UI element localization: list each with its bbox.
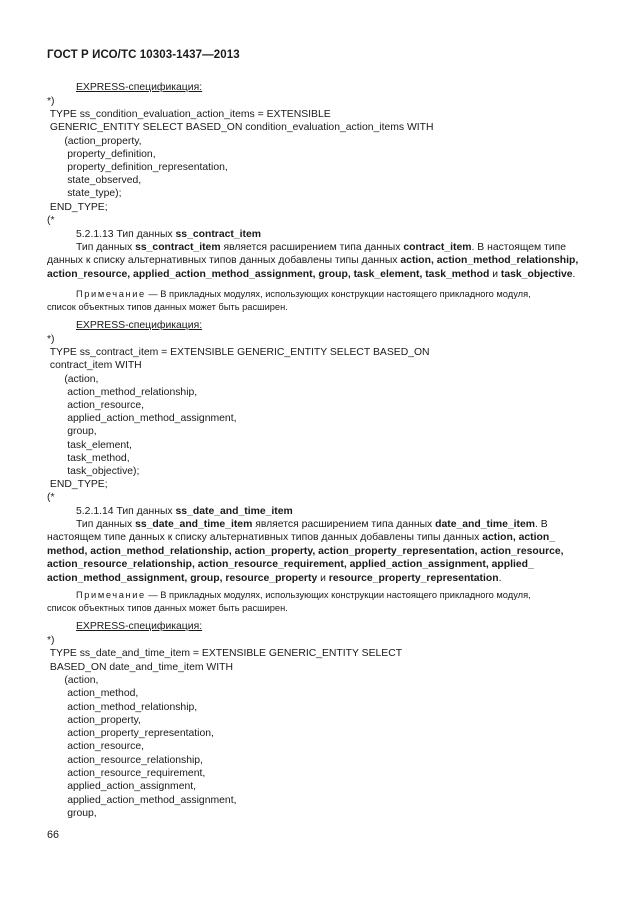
section-13-note-cont: список объектных типов данных может быть расширен. [47, 302, 288, 312]
code-line: BASED_ON date_and_time_item WITH [47, 661, 233, 673]
code-line: (action, [47, 674, 99, 686]
code-line: action_resource_requirement, [47, 768, 206, 779]
code-line: END_TYPE; [47, 479, 108, 491]
code-line: group, [47, 426, 97, 438]
code-line: action_property_representation, [47, 728, 214, 740]
code-line: action_method_relationship, [47, 386, 198, 398]
code-line: applied_action_method_assignment, [47, 794, 237, 806]
code-line: property_definition, [47, 148, 156, 160]
code-line: TYPE ss_date_and_time_item = EXTENSIBLE GENERIC_ENTITY SELECT [47, 648, 403, 660]
code-line: TYPE ss_contract_item = EXTENSIBLE GENERIC_ENTITY SELECT BASED_ON [47, 347, 430, 359]
section-13-note: Примечание — В прикладных модулях, использующих конструкции настоящего прикладного модуля, [76, 289, 531, 299]
code-line: action_resource, [47, 400, 145, 411]
code-line: action_property, [47, 714, 141, 726]
page-number: 66 [47, 829, 60, 841]
section-14-body: Тип данных ss_date_and_time_item является расширением типа данных date_and_time_item. В настоящем типе данных к списку альтернативных типов данных добавлены типы данных action, action_ method, action_method_relationship, action_property, action_property_representation, action_resource, action_resource_relationship, action_resource_requirement, applied_action_assignment, applied_ action_method_assignment, group, resource_property и resource_property_representation. [47, 519, 564, 584]
express-spec-label: EXPRESS-спецификация: [76, 320, 203, 331]
code-line: (* [47, 492, 55, 504]
code-line: action_method, [47, 688, 139, 700]
code-line: applied_action_method_assignment, [47, 413, 237, 425]
express-spec-label: EXPRESS-спецификация: [76, 82, 203, 93]
code-line: *) [47, 96, 55, 107]
code-line: TYPE ss_condition_evaluation_action_items = EXTENSIBLE [47, 109, 331, 121]
code-line: action_resource_relationship, [47, 754, 203, 766]
code-line: *) [47, 635, 55, 646]
code-line: state_type); [47, 188, 122, 200]
section-heading-5-2-1-14: 5.2.1.14 Тип данных ss_date_and_time_item [76, 506, 293, 517]
code-line: state_observed, [47, 175, 142, 187]
code-line: GENERIC_ENTITY SELECT BASED_ON condition_evaluation_action_items WITH [47, 122, 434, 134]
code-line: *) [47, 334, 55, 345]
section-14-note: Примечание — В прикладных модулях, использующих конструкции настоящего прикладного модуля, [76, 590, 531, 600]
code-line: (action, [47, 373, 99, 385]
code-line: action_resource, [47, 741, 145, 753]
code-line: task_objective); [47, 466, 140, 477]
code-line: END_TYPE; [47, 201, 108, 213]
section-14-note-cont: список объектных типов данных может быть расширен. [47, 603, 288, 613]
code-line: task_element, [47, 439, 132, 451]
document-header: ГОСТ Р ИСО/ТС 10303-1437—2013 [47, 49, 240, 61]
code-line: property_definition_representation, [47, 162, 228, 173]
code-line: group, [47, 807, 97, 819]
section-heading-5-2-1-13: 5.2.1.13 Тип данных ss_contract_item [76, 229, 262, 240]
code-line: task_method, [47, 452, 130, 464]
code-line: (action_property, [47, 135, 142, 147]
code-line: action_method_relationship, [47, 701, 198, 713]
section-13-body: Тип данных ss_contract_item является расширением типа данных contract_item. В настоящем типе данных к списку альтернативных типов данных добавлены типы данных action, action_method_relationship, action_resource, applied_action_method_assignment, group, task_element, task_method и task_objective. [47, 242, 579, 280]
code-line: contract_item WITH [47, 360, 142, 372]
code-line: (* [47, 214, 55, 226]
code-line: applied_action_assignment, [47, 781, 197, 793]
express-spec-label: EXPRESS-спецификация: [76, 621, 203, 632]
